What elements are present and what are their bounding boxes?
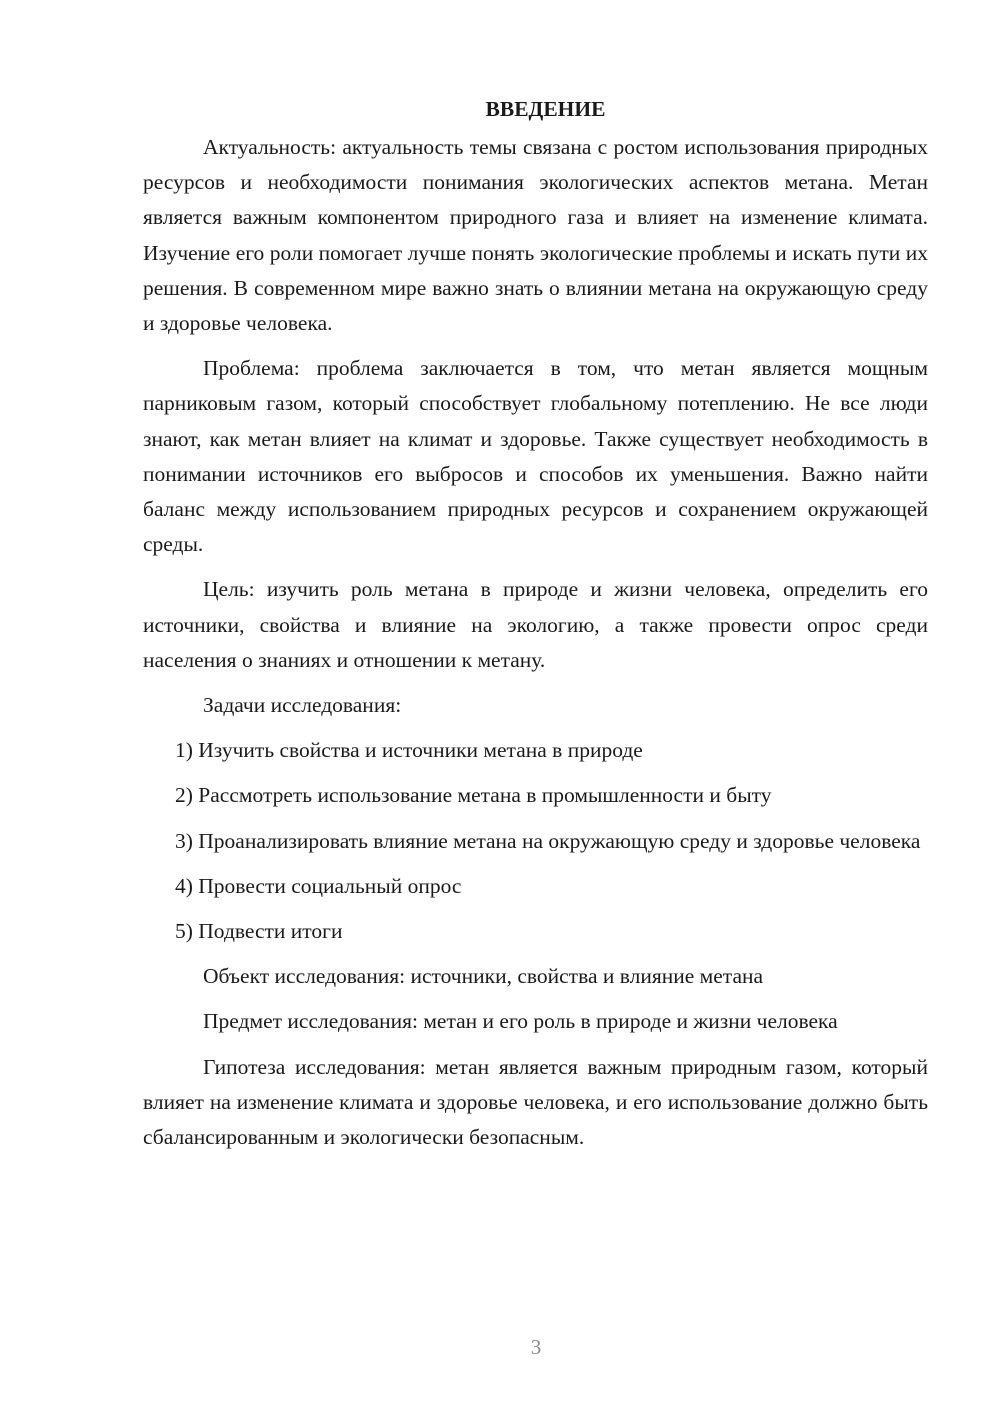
research-subject-paragraph: Предмет исследования: метан и его роль в природе и жизни человека bbox=[203, 1009, 838, 1034]
task-item: 1) Изучить свойства и источники метана в природе bbox=[175, 738, 643, 763]
page-number: 3 bbox=[530, 1335, 542, 1359]
task-item: 4) Провести социальный опрос bbox=[175, 873, 462, 898]
task-item: 5) Подвести итоги bbox=[175, 919, 343, 944]
hypothesis-paragraph: Гипотеза исследования: метан является важным природным газом, который влияет на изменение климата и здоровье человека, и его использование должно быть сбалансированным и экологически безопасным. bbox=[143, 1054, 928, 1150]
document-body bbox=[143, 94, 928, 1155]
task-item: 3) Проанализировать влияние метана на окружающую среду и здоровье человека bbox=[175, 828, 921, 853]
section-title: ВВЕДЕНИЕ bbox=[485, 97, 606, 121]
goal-paragraph: Цель: изучить роль метана в природе и жизни человека, определить его источники, свойства и влияние на экологию, а также провести опрос среди населения о знаниях и отношении к метану. bbox=[143, 577, 928, 672]
problem-paragraph: Проблема: проблема заключается в том, что метан является мощным парниковым газом, который способствует глобальному потеплению. Не все люди знают, как метан влияет на климат и здоровье. Также существует необходимость в понимании источников его выбросов и способов их уменьшения. Важно найти баланс между использованием природных ресурсов и сохранением окружающей среды. bbox=[143, 356, 928, 557]
task-item: 2) Рассмотреть использование метана в промышленности и быту bbox=[175, 783, 772, 808]
research-object-paragraph: Объект исследования: источники, свойства и влияние метана bbox=[203, 964, 764, 989]
tasks-heading: Задачи исследования: bbox=[203, 693, 402, 718]
tasks-list bbox=[143, 733, 928, 949]
relevance-paragraph: Актуальность: актуальность темы связана с ростом использования природных ресурсов и необходимости понимания экологических аспектов метана. Метан является важным компонентом природного газа и влияет на изменение климата. Изучение его роли помогает лучше понять экологические проблемы и искать пути их решения. В современном мире важно знать о влиянии метана на окружающую среду и здоровье человека. bbox=[143, 135, 928, 336]
